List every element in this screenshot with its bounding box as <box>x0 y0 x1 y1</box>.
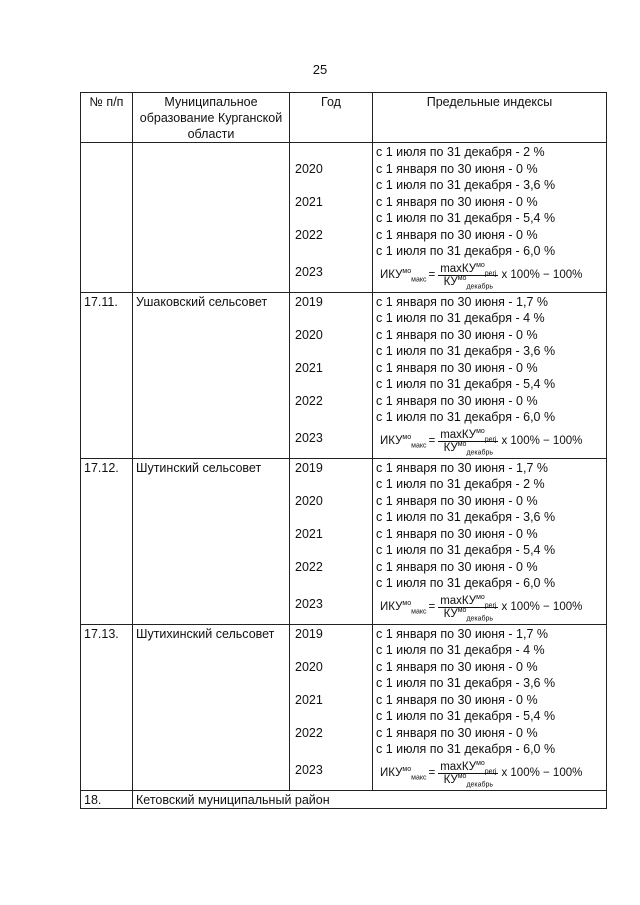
year-value <box>293 542 369 559</box>
formula-fraction <box>438 428 498 457</box>
formula-lhs-sub: макс <box>411 608 427 616</box>
index-line: с 1 июля по 31 декабря - 3,6 % <box>376 344 556 358</box>
row-number <box>81 143 133 293</box>
index-line: с 1 января по 30 июня - 0 % <box>376 194 538 209</box>
row-number: 17.13. <box>81 624 133 790</box>
formula-den-sub: декабрь <box>466 449 494 457</box>
table-row <box>81 458 607 624</box>
index-line: с 1 января по 30 июня - 0 % <box>376 393 538 408</box>
index-line: с 1 июля по 31 декабря - 5,4 % <box>376 377 556 391</box>
formula-tail: x 100% − 100% <box>501 767 583 780</box>
index-line: с 1 июля по 31 декабря - 6,0 % <box>376 576 556 590</box>
table-row <box>81 292 607 458</box>
index-line: с 1 января по 30 июня - 0 % <box>376 360 538 375</box>
year-value: 2020 <box>295 659 323 674</box>
year-value <box>293 708 369 725</box>
year-value: 2020 <box>295 493 323 508</box>
formula-den-sup: мо <box>457 441 467 449</box>
table-row <box>81 790 607 809</box>
index-line: с 1 июля по 31 декабря - 6,0 % <box>376 410 556 424</box>
formula-equals: = <box>428 601 436 614</box>
index-formula <box>376 592 603 624</box>
year-value <box>293 243 369 260</box>
municipality-name: Шутинский сельсовет <box>133 458 290 624</box>
formula-den-sub: декабрь <box>466 283 494 291</box>
formula-equals: = <box>428 269 436 282</box>
index-line: с 1 января по 30 июня - 0 % <box>376 493 538 508</box>
municipality-name: Кетовский муниципальный район <box>133 790 607 809</box>
year-value: 2023 <box>295 596 323 611</box>
index-line: с 1 января по 30 июня - 1,7 % <box>376 294 548 309</box>
index-line: с 1 июля по 31 декабря - 3,6 % <box>376 178 556 192</box>
year-cell <box>290 292 373 458</box>
year-cell <box>290 143 373 293</box>
formula-numerator <box>438 429 498 442</box>
year-value: 2020 <box>295 161 323 176</box>
formula-denominator <box>442 773 496 789</box>
formula-fraction <box>438 594 498 623</box>
index-line: с 1 января по 30 июня - 0 % <box>376 659 538 674</box>
formula-lhs <box>380 433 426 450</box>
municipality-name: Ушаковский сельсовет <box>133 292 290 458</box>
year-value: 2022 <box>295 725 323 740</box>
formula-lhs-sup: мо <box>402 600 412 608</box>
formula-num-text: maxКУ <box>440 761 477 773</box>
formula-lhs-sup: мо <box>402 434 412 442</box>
index-line: с 1 июля по 31 декабря - 3,6 % <box>376 676 556 690</box>
index-formula <box>376 260 603 292</box>
formula-equals: = <box>428 767 436 780</box>
table-body <box>81 143 607 809</box>
formula-num-text: maxКУ <box>440 595 477 607</box>
indices-cell <box>373 624 607 790</box>
index-line: с 1 января по 30 июня - 0 % <box>376 227 538 242</box>
index-line: с 1 июля по 31 декабря - 6,0 % <box>376 244 556 258</box>
formula-den-text: КУ <box>443 774 458 786</box>
indices-cell <box>373 292 607 458</box>
year-value <box>293 310 369 327</box>
year-value: 2021 <box>295 692 323 707</box>
formula-lhs-sup: мо <box>402 766 412 774</box>
formula-denominator <box>442 441 496 457</box>
index-line: с 1 июля по 31 декабря - 2 % <box>376 145 545 159</box>
formula-num-sup: мо <box>476 594 485 602</box>
formula-num-sub: perj <box>484 270 497 278</box>
year-value <box>293 177 369 194</box>
table-row <box>81 143 607 293</box>
year-value <box>293 343 369 360</box>
row-number: 17.12. <box>81 458 133 624</box>
formula-lhs-sub: макс <box>411 774 427 782</box>
year-cell <box>290 458 373 624</box>
year-value <box>293 575 369 592</box>
year-value: 2022 <box>295 227 323 242</box>
formula-num-sup: мо <box>476 428 485 436</box>
formula-numerator <box>438 263 498 276</box>
formula-lhs-text: ИКУ <box>380 767 403 780</box>
year-value <box>293 509 369 526</box>
year-value <box>293 642 369 659</box>
index-line: с 1 января по 30 июня - 0 % <box>376 692 538 707</box>
index-line: с 1 июля по 31 декабря - 4 % <box>376 311 545 325</box>
formula-num-sup: мо <box>476 760 485 768</box>
formula-equals: = <box>428 435 436 448</box>
index-line: с 1 января по 30 июня - 0 % <box>376 526 538 541</box>
year-value <box>293 675 369 692</box>
header-year: Год <box>290 93 373 143</box>
index-line: с 1 июля по 31 декабря - 4 % <box>376 643 545 657</box>
formula-num-sub: perj <box>484 436 497 444</box>
index-formula <box>376 758 603 790</box>
formula-lhs-sup: мо <box>402 268 412 276</box>
formula-lhs <box>380 599 426 616</box>
formula-num-text: maxКУ <box>440 263 477 275</box>
year-value: 2022 <box>295 559 323 574</box>
formula-lhs-text: ИКУ <box>380 269 403 282</box>
formula-tail: x 100% − 100% <box>501 601 583 614</box>
indices-table <box>80 92 607 809</box>
year-value: 2020 <box>295 327 323 342</box>
index-line: с 1 июля по 31 декабря - 2 % <box>376 477 545 491</box>
year-value: 2019 <box>295 294 323 309</box>
index-formula <box>376 426 603 458</box>
formula-den-sub: декабрь <box>466 615 494 623</box>
formula-num-sub: perj <box>484 602 497 610</box>
year-value <box>293 409 369 426</box>
year-value: 2021 <box>295 360 323 375</box>
index-line: с 1 июля по 31 декабря - 3,6 % <box>376 510 556 524</box>
year-value: 2019 <box>295 460 323 475</box>
index-line: с 1 июля по 31 декабря - 5,4 % <box>376 543 556 557</box>
formula-fraction <box>438 262 498 291</box>
formula-lhs <box>380 765 426 782</box>
formula-den-text: КУ <box>443 442 458 454</box>
page-number: 25 <box>312 62 328 77</box>
formula-den-sup: мо <box>457 773 467 781</box>
formula-den-sup: мо <box>457 607 467 615</box>
indices-cell <box>373 143 607 293</box>
formula-num-text: maxКУ <box>440 429 477 441</box>
index-line: с 1 июля по 31 декабря - 5,4 % <box>376 211 556 225</box>
table-row <box>81 624 607 790</box>
formula-numerator <box>438 595 498 608</box>
year-cell <box>290 624 373 790</box>
year-value: 2023 <box>295 264 323 279</box>
year-value: 2019 <box>295 626 323 641</box>
formula-lhs-sub: макс <box>411 276 427 284</box>
index-line: с 1 января по 30 июня - 0 % <box>376 327 538 342</box>
row-number: 18. <box>81 790 133 809</box>
header-indices: Предельные индексы <box>373 93 607 143</box>
header-num: № п/п <box>81 93 133 143</box>
index-line: с 1 января по 30 июня - 0 % <box>376 559 538 574</box>
index-line: с 1 июля по 31 декабря - 6,0 % <box>376 742 556 756</box>
formula-den-sub: декабрь <box>466 781 494 789</box>
table-header-row <box>81 93 607 143</box>
formula-denominator <box>442 607 496 623</box>
index-line: с 1 января по 30 июня - 0 % <box>376 725 538 740</box>
formula-lhs <box>380 267 426 284</box>
formula-den-text: КУ <box>443 276 458 288</box>
row-number: 17.11. <box>81 292 133 458</box>
formula-num-sup: мо <box>476 262 485 270</box>
formula-den-text: КУ <box>443 608 458 620</box>
municipality-name <box>133 143 290 293</box>
municipality-name: Шутихинский сельсовет <box>133 624 290 790</box>
index-line: с 1 января по 30 июня - 0 % <box>376 161 538 176</box>
formula-lhs-sub: макс <box>411 442 427 450</box>
formula-lhs-text: ИКУ <box>380 435 403 448</box>
year-value <box>293 741 369 758</box>
formula-fraction <box>438 760 498 789</box>
formula-lhs-text: ИКУ <box>380 601 403 614</box>
formula-den-sup: мо <box>457 275 467 283</box>
formula-denominator <box>442 275 496 291</box>
year-value <box>293 376 369 393</box>
year-value: 2021 <box>295 526 323 541</box>
formula-tail: x 100% − 100% <box>501 269 583 282</box>
year-value <box>293 210 369 227</box>
formula-tail: x 100% − 100% <box>501 435 583 448</box>
year-value: 2023 <box>295 430 323 445</box>
index-line: с 1 января по 30 июня - 1,7 % <box>376 626 548 641</box>
formula-num-sub: perj <box>484 768 497 776</box>
year-value <box>293 476 369 493</box>
index-line: с 1 января по 30 июня - 1,7 % <box>376 460 548 475</box>
indices-cell <box>373 458 607 624</box>
year-value: 2023 <box>295 762 323 777</box>
year-value: 2022 <box>295 393 323 408</box>
year-value: 2021 <box>295 194 323 209</box>
year-value <box>293 144 369 161</box>
header-municipality: Муниципальное образование Курганской области <box>133 93 290 143</box>
formula-numerator <box>438 761 498 774</box>
index-line: с 1 июля по 31 декабря - 5,4 % <box>376 709 556 723</box>
